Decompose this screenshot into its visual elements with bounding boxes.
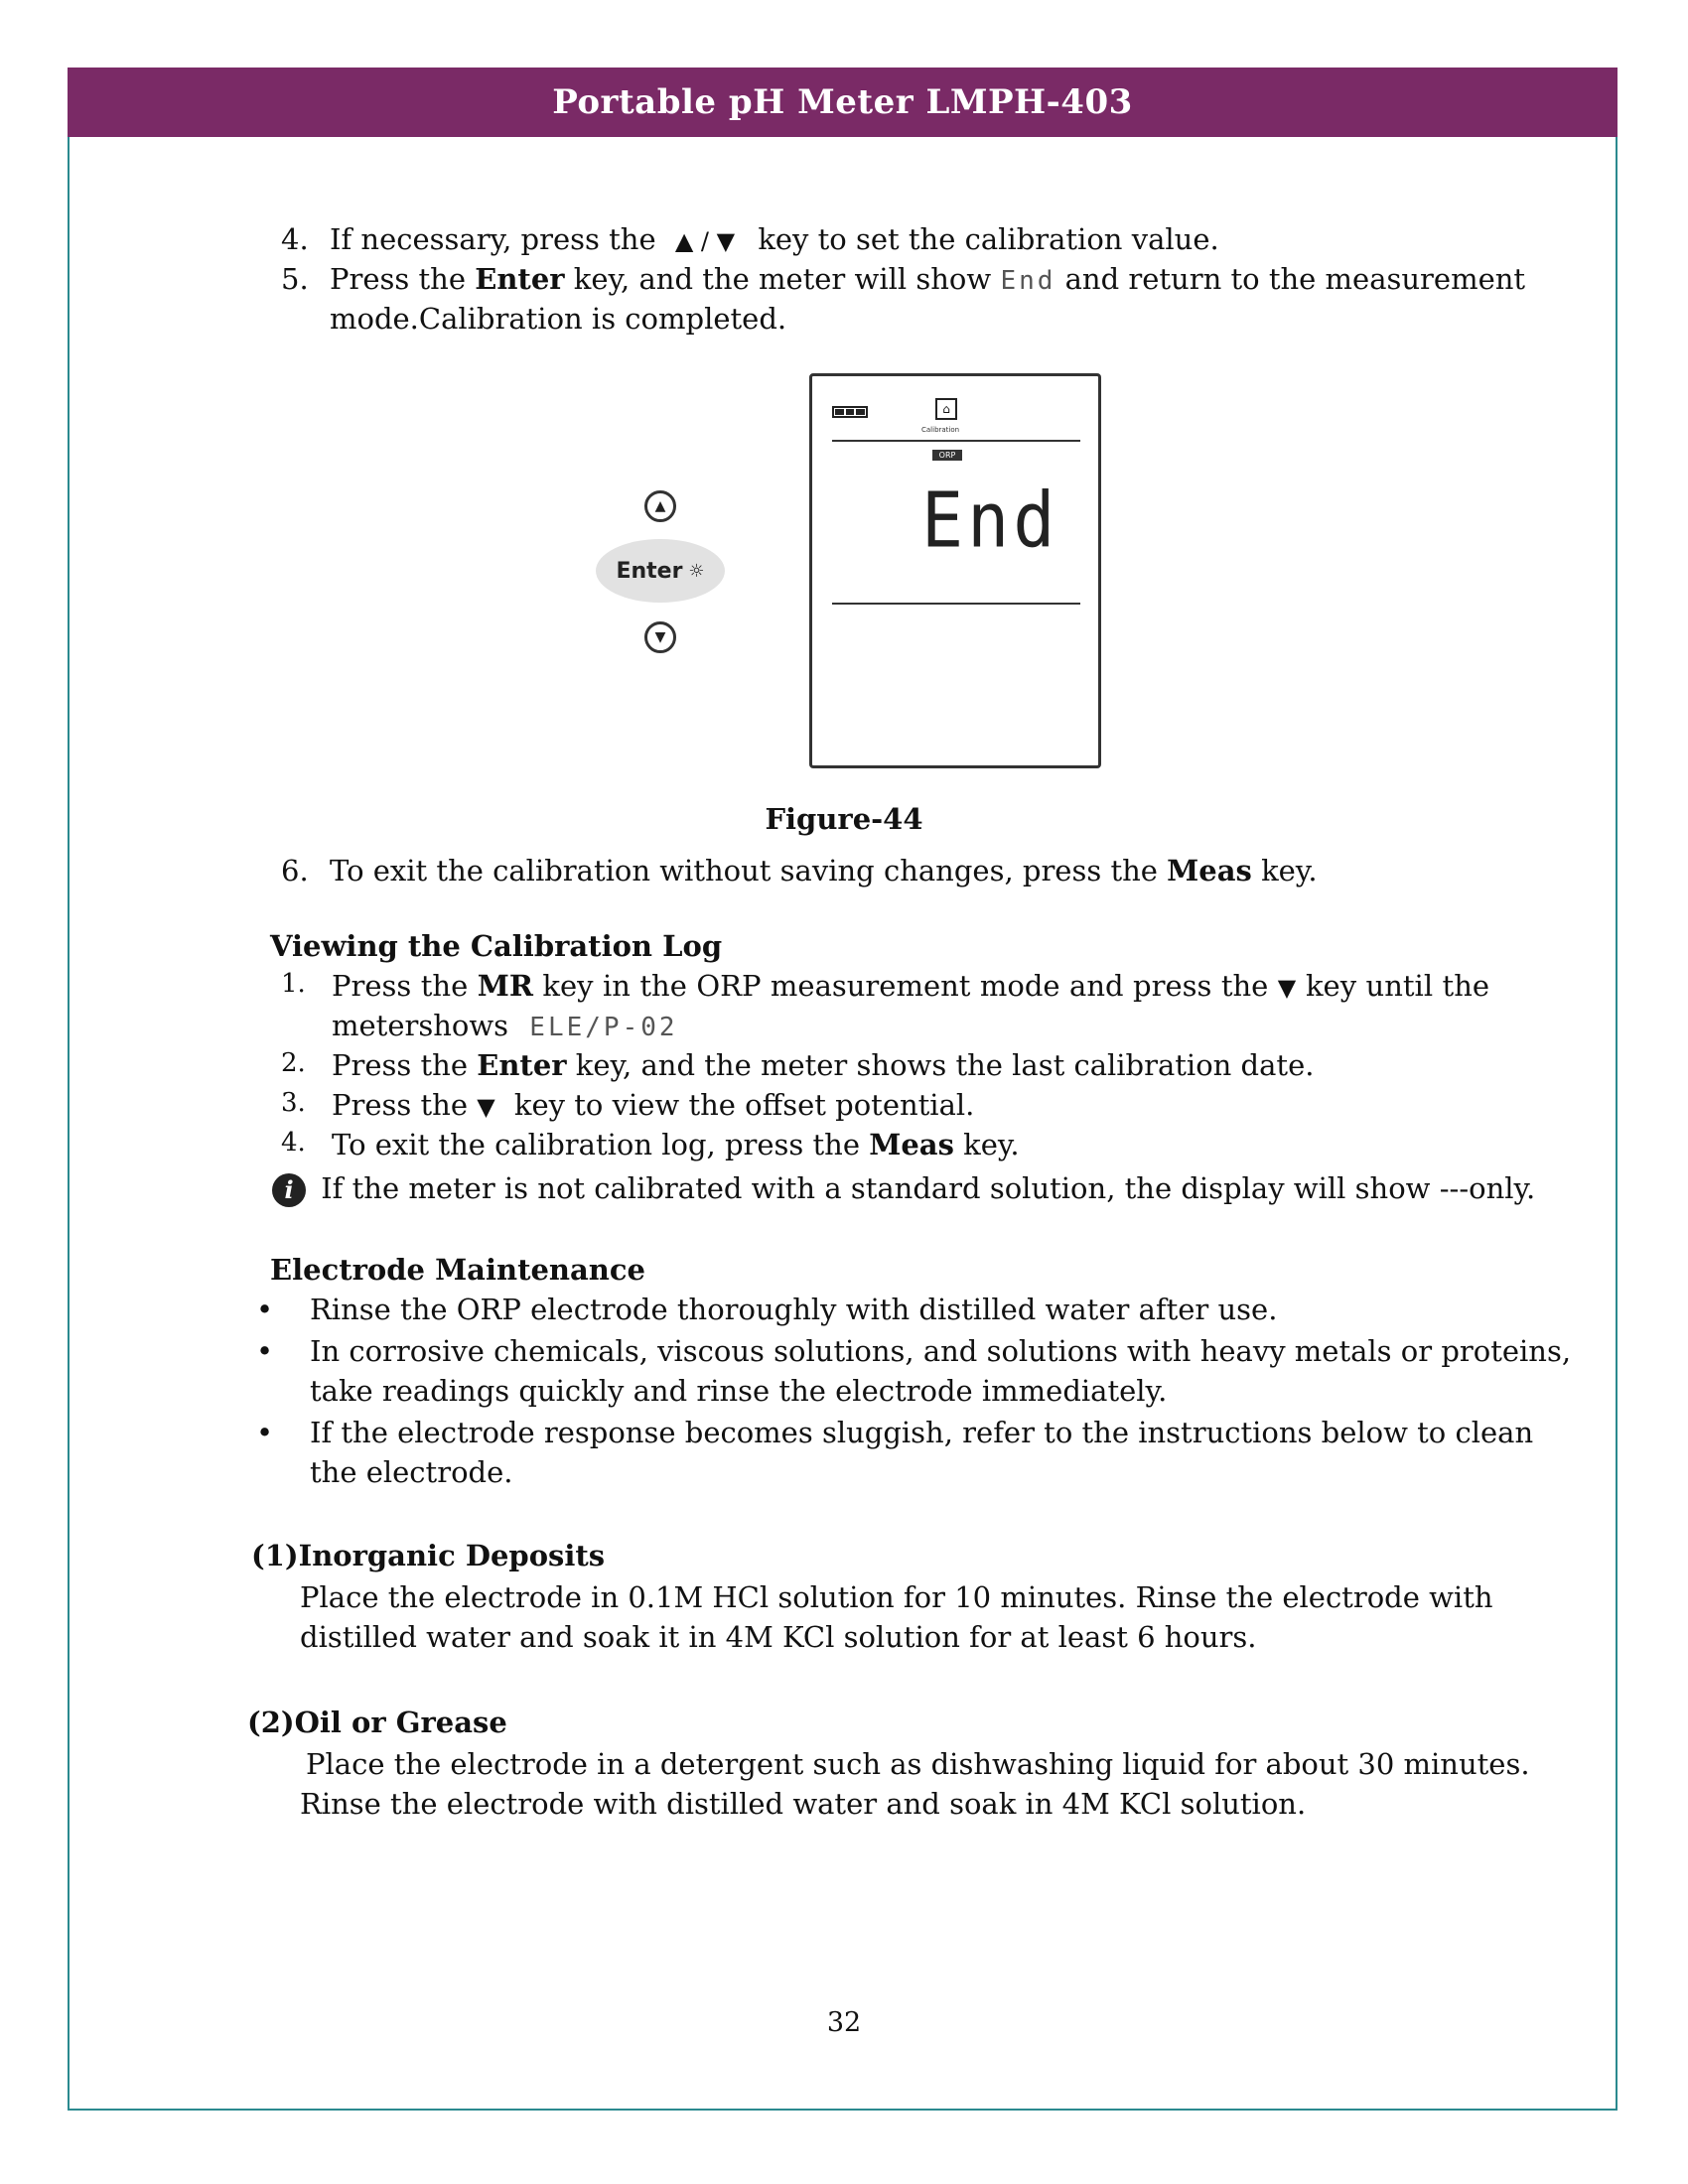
enter-label: Enter [616,558,683,584]
page-header: Portable pH Meter LMPH-403 [68,68,1618,137]
bullet-text: In corrosive chemicals, viscous solutions, and solutions with heavy metals or proteins, [310,1334,1572,1368]
up-arrow-icon: ▲ [644,490,676,522]
subsection-heading [247,1706,507,1739]
paragraph-line: Rinse the electrode with distilled water and soak in 4M KCl solution. [300,1787,1307,1821]
bullet-text: take readings quickly and rinse the electrode immediately. [310,1374,1168,1408]
paragraph-line: Place the electrode in a detergent such as dishwashing liquid for about 30 minutes. [306,1747,1530,1781]
info-note [272,1171,1535,1207]
step-text: If necessary, press the [330,222,656,256]
section-heading: Electrode Maintenance [270,1253,645,1287]
step-text: and return to the measurement [1064,262,1526,296]
item-text: key in the ORP measurement mode and press the [542,969,1269,1003]
step-text: key, and the meter will show [573,262,992,296]
page-number: 32 [826,2007,862,2038]
enter-key-label: Enter [475,262,565,296]
item-text: To exit the calibration log, press the [332,1128,861,1161]
bullet-text: the electrode. [310,1455,513,1489]
log-item-1-continuation [332,1009,678,1042]
step-5-continuation: mode.Calibration is completed. [330,302,787,336]
display-divider [832,440,1080,442]
subsection-number: (1) [251,1539,299,1572]
subsection-heading [251,1539,605,1572]
info-icon: i [272,1173,306,1207]
calibration-icon: ⌂ [935,398,957,420]
subsection-title: Oil or Grease [294,1706,507,1739]
down-arrow-icon: ▼ [477,1093,495,1121]
log-item-3 [332,1088,974,1122]
step-number: 5. [281,262,309,296]
display-value: End [921,475,1059,566]
step-number: 6. [281,854,309,887]
step-4-text [330,222,1219,256]
item-text: Press the [332,1088,469,1122]
step-5-text [330,262,1526,296]
log-item-2 [332,1048,1314,1082]
list-number: 1. [281,969,306,999]
list-number: 2. [281,1048,306,1078]
item-text: key until the [1305,969,1490,1003]
item-text: key, and the meter shows the last calibration date. [575,1048,1315,1082]
bullet-text: Rinse the ORP electrode thoroughly with distilled water after use. [310,1293,1278,1326]
step-text: key. [1261,854,1318,887]
backlight-icon: ☼ [688,560,705,582]
battery-icon [832,406,868,418]
enter-button-illustration [596,539,725,603]
up-down-keys-icon: ▲ / ▼ [674,227,736,255]
item-text: Press the [332,969,469,1003]
down-arrow-icon: ▼ [1277,974,1297,1002]
down-arrow-icon: ▼ [644,621,676,653]
mr-key-label: MR [477,969,533,1003]
item-text: Press the [332,1048,469,1082]
bullet-icon: • [256,1416,274,1449]
calibration-label: Calibration [921,426,960,434]
note-text: If the meter is not calibrated with a standard solution, the display will show ---only. [321,1171,1536,1205]
meter-display-illustration [809,373,1101,768]
section-heading: Viewing the Calibration Log [270,929,723,963]
list-number: 4. [281,1128,306,1158]
step-text: Press the [330,262,467,296]
paragraph-line: Place the electrode in 0.1M HCl solution for 10 minutes. Rinse the electrode with [300,1580,1493,1614]
figure-caption: Figure-44 [765,802,923,836]
bullet-icon: • [256,1334,274,1368]
step-number: 4. [281,222,309,256]
paragraph-line: distilled water and soak it in 4M KCl solution for at least 6 hours. [300,1620,1257,1654]
item-text: key. [963,1128,1020,1161]
lcd-end-glyph: End [1000,266,1056,296]
step-6-text [330,854,1318,887]
list-number: 3. [281,1088,306,1118]
step-text: key to set the calibration value. [758,222,1219,256]
log-item-1 [332,969,1489,1003]
display-divider [832,603,1080,605]
log-item-4 [332,1128,1020,1161]
lcd-ele-glyph: ELE/P-02 [529,1013,678,1042]
meas-key-label: Meas [869,1128,954,1161]
item-text: key to view the offset potential. [513,1088,975,1122]
orp-mode-badge: ORP [932,450,962,461]
meas-key-label: Meas [1167,854,1252,887]
subsection-number: (2) [247,1706,295,1739]
subsection-title: Inorganic Deposits [298,1539,606,1572]
bullet-text: If the electrode response becomes sluggish, refer to the instructions below to clean [310,1416,1534,1449]
step-text: To exit the calibration without saving changes, press the [330,854,1158,887]
enter-key-label: Enter [477,1048,567,1082]
keypad-illustration [596,484,735,663]
item-text: metershows [332,1009,509,1042]
bullet-icon: • [256,1293,274,1326]
